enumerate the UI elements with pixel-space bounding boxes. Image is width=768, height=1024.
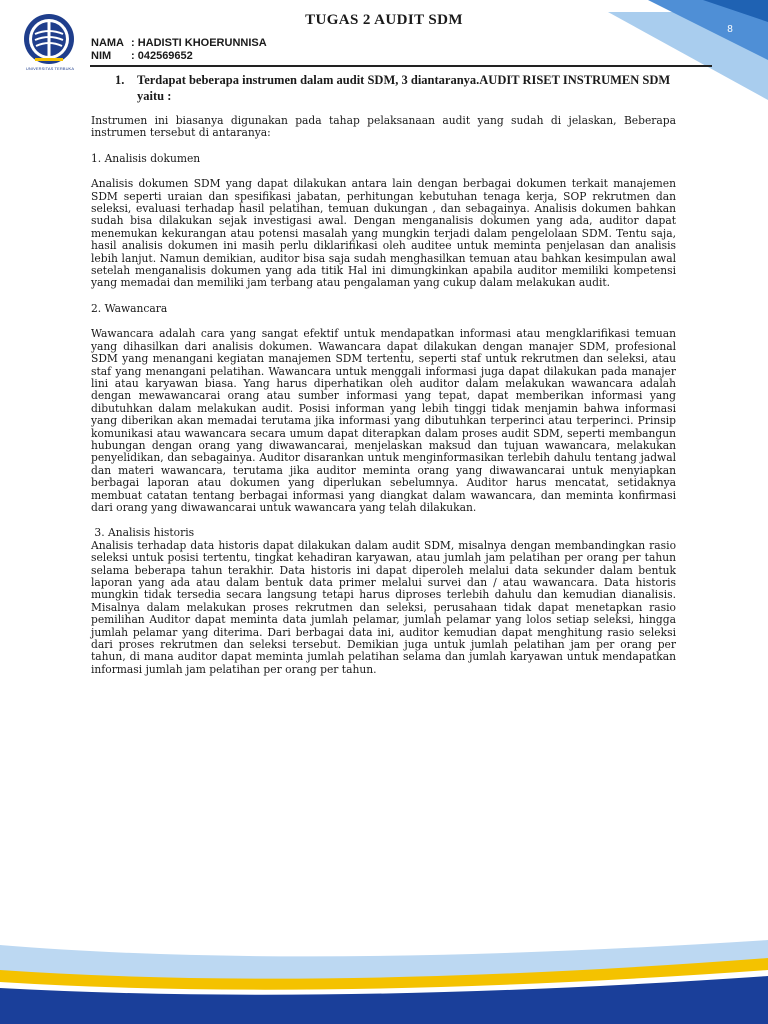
page-number: 8 <box>727 24 733 35</box>
section-heading: 1. Analisis dokumen <box>91 151 201 165</box>
footer-wave-decoration <box>0 930 768 1024</box>
question-number: 1. <box>115 73 125 87</box>
nim-label: NIM <box>91 50 112 62</box>
nim-value: : 042569652 <box>131 50 193 62</box>
page-title: TUGAS 2 AUDIT SDM <box>305 12 463 28</box>
document-body <box>91 115 676 689</box>
nim-row <box>91 50 193 62</box>
name-value: : HADISTI KHOERUNNISA <box>131 37 267 49</box>
intro-paragraph: Instrumen ini biasanya digunakan pada tahap pelaksanaan audit yang sudah di jelaskan, Beberapa instrumen tersebut di antaranya: <box>91 114 676 140</box>
section-paragraph: Analisis terhadap data historis dapat dilakukan dalam audit SDM, misalnya dengan membandingkan rasio seleksi untuk posisi tertentu, tingkat kehadiran karyawan, atau jumlah jam pelatihan per orang per tahun selama beberapa tahun terakhir. Data historis ini dapat diperoleh melalui data sekunder dalam bentuk laporan yang ada atau dalam bentuk data primer melalui survei dan / atau wawancara. Data historis mungkin tidak tersedia secara langsung tetapi harus diproses terlebih dahulu dan kemudian dianalisis. Misalnya dalam melakukan proses rekrutmen dan seleksi, perusahaan tidak dapat menetapkan rasio pemilihan Auditor dapat meminta data jumlah pelamar, jumlah pelamar yang lolos setiap seleksi, hingga jumlah pelamar yang diterima. Dari berbagai data ini, auditor kemudian dapat menghitung rasio seleksi dari proses rekrutmen dan seleksi tersebut. Demikian juga untuk jumlah pelatihan jam per orang per tahun, di mana auditor dapat meminta jumlah pelatihan selama dan jumlah karyawan untuk mendapatkan informasi jumlah jam pelatihan per orang per tahun. <box>91 538 676 676</box>
question-text: Terdapat beberapa instrumen dalam audit SDM, 3 diantaranya.AUDIT RISET INSTRUMEN SDM yaitu : <box>137 73 671 103</box>
section-paragraph: Analisis dokumen SDM yang dapat dilakukan antara lain dengan berbagai dokumen terkait manajemen SDM seperti uraian dan spesifikasi jabatan, perhitungan kebutuhan tenaga kerja, SOP rekrutmen dan seleksi, evaluasi terhadap hasil pelatihan, temuan dukungan , dan sebagainya. Analisis dokumen bahkan sudah bisa dilakukan sejak investigasi awal. Dengan menganalisis dokumen yang ada, auditor dapat menemukan kekurangan atau potensi masalah yang mungkin terjadi dalam pengelolaan SDM. Tentu saja, hasil analisis dokumen ini masih perlu diklarifikasi oleh auditee untuk meminta penjelasan dan analisis lebih lanjut. Namun demikian, auditor bisa saja sudah menghasilkan temuan atau bahkan kesimpulan awal setelah menganalisis dokumen yang ada titik Hal ini dimungkinkan apabila auditor memiliki kompetensi yang memadai dan memiliki jam terbang atau pengalaman yang cukup dalam melakukan audit. <box>91 177 676 290</box>
section-paragraph: Wawancara adalah cara yang sangat efektif untuk mendapatkan informasi atau mengklarifikasi temuan yang dihasilkan dari analisis dokumen. Wawancara dapat dilakukan dengan manajer SDM, profesional SDM yang menangani kegiatan manajemen SDM tertentu, seperti staf untuk rekrutmen dan seleksi, atau staf yang menangani pelatihan. Wawancara untuk menggali informasi juga dapat dilakukan pada manajer lini atau karyawan biasa. Yang harus diperhatikan oleh auditor dalam melakukan wawancara adalah dengan mewawancarai orang atau sumber informasi yang tepat, dapat memberikan informasi yang dibutuhkan dalam melakukan audit. Posisi informan yang lebih tinggi tidak menjamin bahwa informasi yang diberikan akan memadai terutama jika informasi yang dibutuhkan terperinci atau terperinci. Prinsip komunikasi atau wawancara secara umum dapat diterapkan dalam proses audit SDM, seperti membangun hubungan dengan orang yang diwawancarai, menjelaskan maksud dan tujuan wawancara, melakukan penyelidikan, dan sebagainya. Auditor disarankan untuk menginformasikan terlebih dahulu tentang jadwal dan materi wawancara, terutama jika auditor meminta orang yang diwawancarai untuk menyiapkan berbagai laporan atau dokumen yang diperlukan sebelumnya. Auditor harus mencatat, setidaknya membuat catatan tentang berbagai informasi yang diangkat dalam wawancara, dan meminta konfirmasi dari orang yang diwawancarai untuk wawancara yang telah dilakukan. <box>91 327 676 514</box>
name-label: NAMA <box>91 37 124 49</box>
section-heading: 2. Wawancara <box>91 301 168 315</box>
header-divider <box>90 65 712 67</box>
section-heading: 3. Analisis historis <box>91 526 195 540</box>
logo-caption: UNIVERSITAS TERBUKA <box>25 66 75 71</box>
name-row <box>91 37 267 49</box>
